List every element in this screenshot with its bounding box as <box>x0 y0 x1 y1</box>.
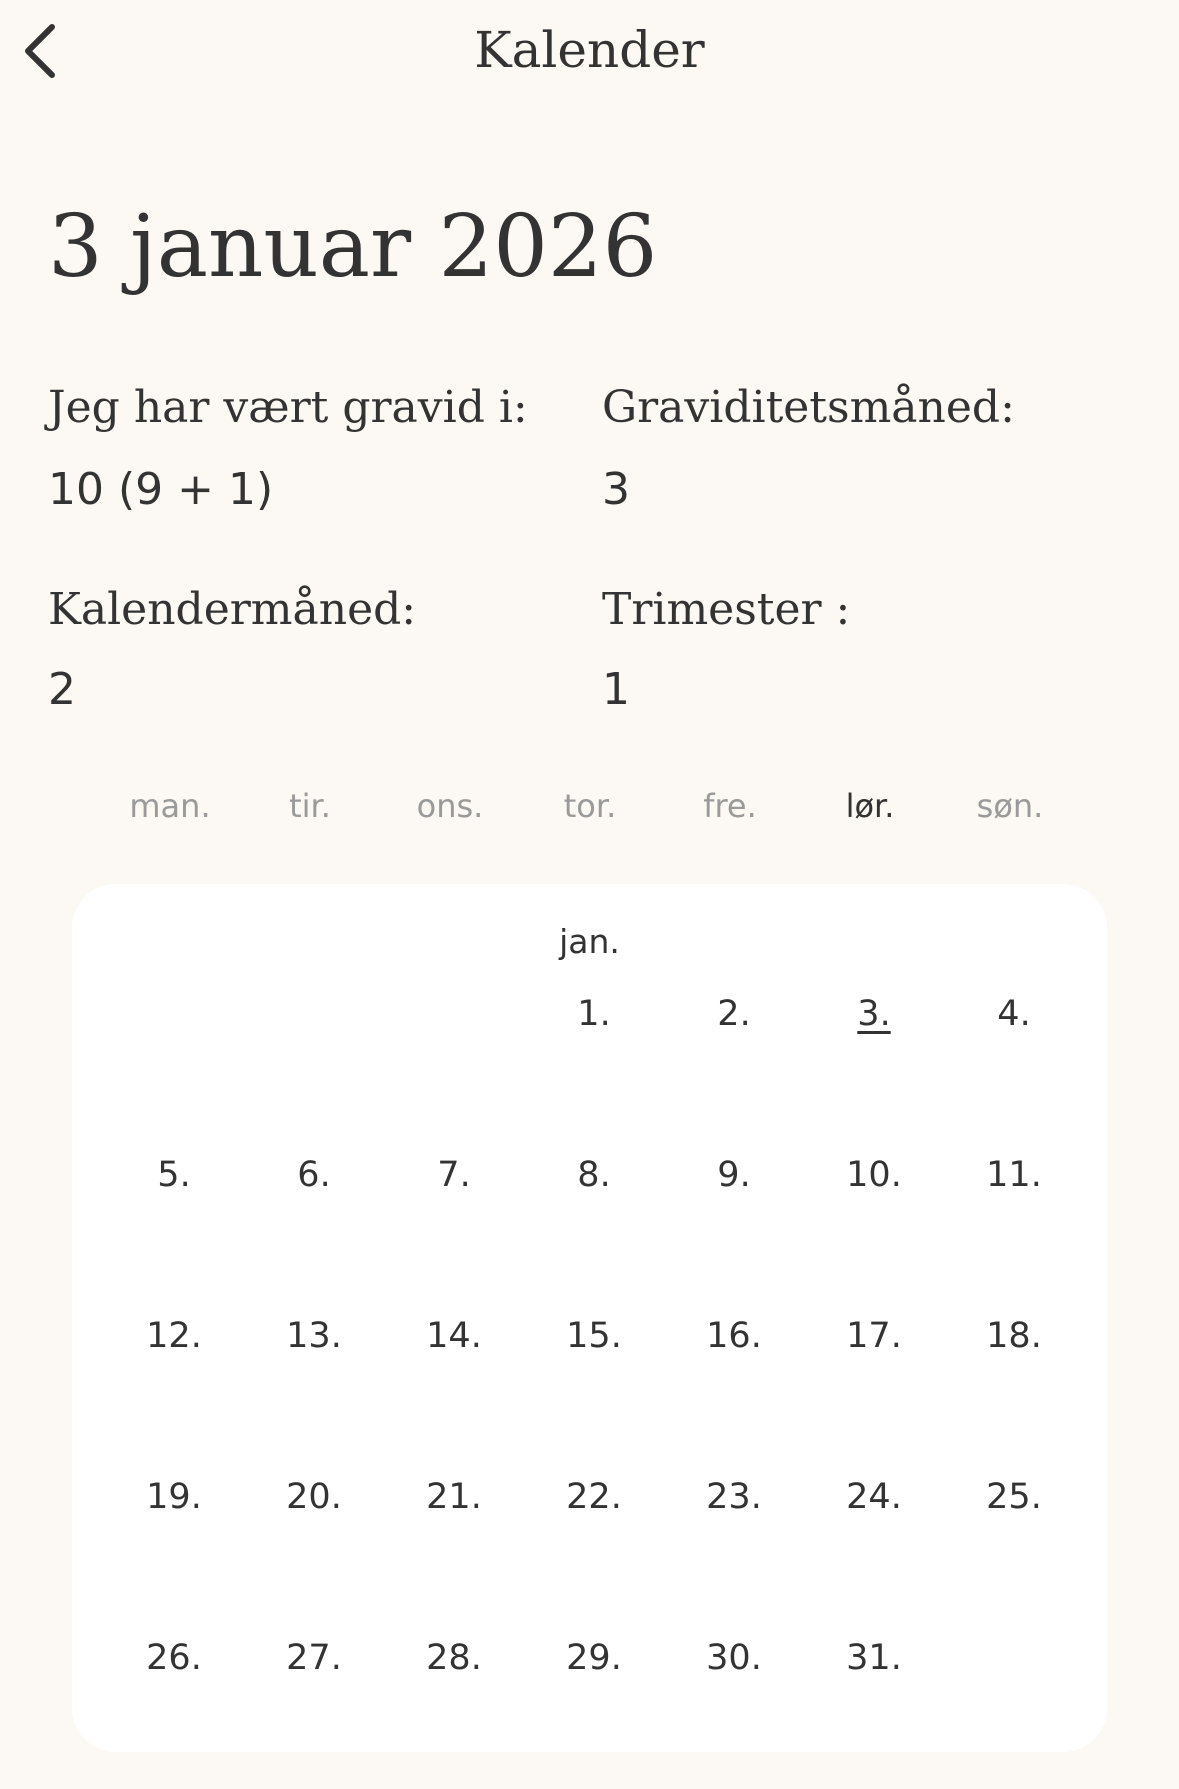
selected-date: 3 januar 2026 <box>48 197 658 297</box>
day-cell[interactable] <box>384 1628 524 1789</box>
day-number: 3. <box>857 994 891 1034</box>
weekday-label: man. <box>129 787 211 825</box>
day-number: 21. <box>426 1477 482 1517</box>
day-cell[interactable] <box>524 1145 664 1306</box>
day-cell[interactable] <box>944 1145 1084 1306</box>
day-number: 18. <box>986 1316 1042 1356</box>
day-cell[interactable] <box>104 1628 244 1789</box>
day-cell[interactable] <box>664 1467 804 1628</box>
day-number: 13. <box>286 1316 342 1356</box>
day-number: 8. <box>577 1155 611 1195</box>
day-number: 26. <box>146 1638 202 1678</box>
weekday-label: tir. <box>289 787 331 825</box>
day-cell[interactable] <box>244 1628 384 1789</box>
day-cell[interactable] <box>244 1145 384 1306</box>
day-number: 2. <box>717 994 751 1034</box>
day-cell[interactable] <box>384 1306 524 1467</box>
day-cell[interactable] <box>104 1145 244 1306</box>
day-cell[interactable] <box>104 1306 244 1467</box>
day-cell[interactable] <box>804 1628 944 1789</box>
day-number: 23. <box>706 1477 762 1517</box>
day-cell[interactable] <box>664 984 804 1145</box>
day-cell[interactable] <box>804 1306 944 1467</box>
day-cell[interactable] <box>664 1628 804 1789</box>
calendar-month-value: 2 <box>48 664 76 715</box>
weekday-label: fre. <box>703 787 757 825</box>
weeks-pregnant-value: 10 (9 + 1) <box>48 464 274 515</box>
month-label: jan. <box>559 922 620 961</box>
day-number: 10. <box>846 1155 902 1195</box>
day-number: 14. <box>426 1316 482 1356</box>
weeks-pregnant-label: Jeg har vært gravid i: <box>48 382 528 433</box>
day-number: 11. <box>986 1155 1042 1195</box>
day-cell[interactable] <box>804 1145 944 1306</box>
day-number: 1. <box>577 994 611 1034</box>
day-number: 24. <box>846 1477 902 1517</box>
trimester-value: 1 <box>602 664 630 715</box>
day-cell[interactable] <box>524 1467 664 1628</box>
day-cell[interactable] <box>804 1467 944 1628</box>
day-cell[interactable] <box>384 1467 524 1628</box>
day-cell[interactable] <box>524 984 664 1145</box>
day-cell[interactable] <box>244 1306 384 1467</box>
day-number: 15. <box>566 1316 622 1356</box>
day-number: 31. <box>846 1638 902 1678</box>
day-cell[interactable] <box>664 1306 804 1467</box>
day-cell[interactable] <box>384 1145 524 1306</box>
weekday-label: tor. <box>563 787 617 825</box>
day-cell[interactable] <box>944 984 1084 1145</box>
pregnancy-month-label: Graviditetsmåned: <box>602 382 1015 433</box>
weekday-label: ons. <box>416 787 484 825</box>
day-number: 27. <box>286 1638 342 1678</box>
pregnancy-month-value: 3 <box>602 464 630 515</box>
day-cell[interactable] <box>524 1306 664 1467</box>
calendar-card <box>72 884 1107 1752</box>
day-number: 17. <box>846 1316 902 1356</box>
day-cell[interactable] <box>524 1628 664 1789</box>
day-number: 25. <box>986 1477 1042 1517</box>
day-number: 16. <box>706 1316 762 1356</box>
days-grid <box>104 984 1084 1789</box>
weekday-header <box>100 776 1080 836</box>
weekday-label: lør. <box>845 787 895 825</box>
day-number: 29. <box>566 1638 622 1678</box>
day-cell[interactable] <box>944 1306 1084 1467</box>
weekday-label: søn. <box>976 787 1044 825</box>
day-cell[interactable] <box>664 1145 804 1306</box>
day-number: 12. <box>146 1316 202 1356</box>
empty-day-cell <box>244 984 384 1145</box>
day-cell-selected[interactable] <box>804 984 944 1145</box>
day-cell[interactable] <box>104 1467 244 1628</box>
header-bar <box>0 0 1179 110</box>
day-number: 30. <box>706 1638 762 1678</box>
page-title: Kalender <box>474 21 705 79</box>
day-number: 19. <box>146 1477 202 1517</box>
day-cell[interactable] <box>944 1467 1084 1628</box>
trimester-label: Trimester : <box>602 584 851 635</box>
day-number: 6. <box>297 1155 331 1195</box>
day-number: 28. <box>426 1638 482 1678</box>
day-number: 7. <box>437 1155 471 1195</box>
day-number: 5. <box>157 1155 191 1195</box>
empty-day-cell <box>384 984 524 1145</box>
day-number: 9. <box>717 1155 751 1195</box>
day-cell[interactable] <box>244 1467 384 1628</box>
day-number: 4. <box>997 994 1031 1034</box>
empty-day-cell <box>104 984 244 1145</box>
day-number: 22. <box>566 1477 622 1517</box>
calendar-month-label: Kalendermåned: <box>48 584 417 635</box>
day-number: 20. <box>286 1477 342 1517</box>
